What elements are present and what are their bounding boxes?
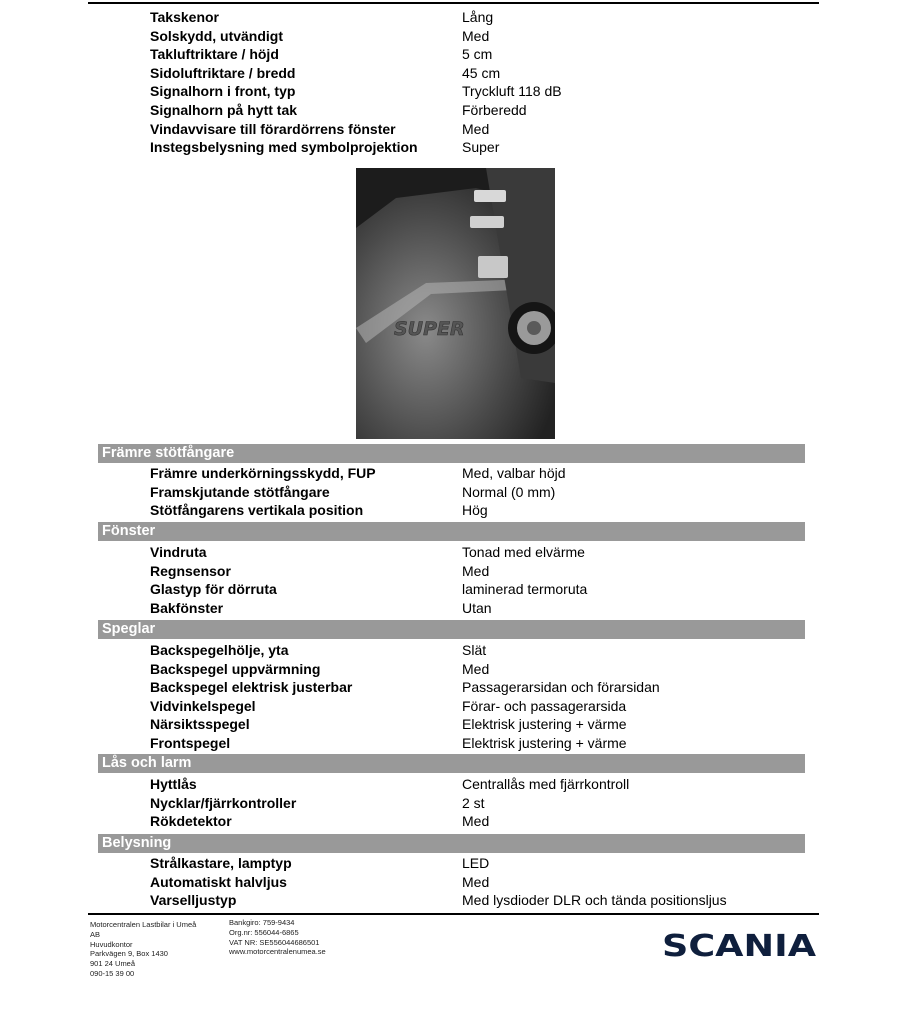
spec-label: Stötfångarens vertikala position: [150, 502, 364, 519]
footer-billing-info: [229, 918, 326, 957]
spec-row: [0, 64, 906, 83]
footer-line: Bankgiro: 759-9434: [229, 918, 295, 927]
spec-row: [0, 775, 906, 794]
footer-line: 901 24 Umeå: [90, 959, 136, 969]
group-locks: [0, 775, 906, 831]
spec-row: [0, 120, 906, 139]
spec-value: Förar- och passagerarsida: [462, 697, 627, 714]
spec-value: Tryckluft 118 dB: [462, 83, 562, 100]
group-mirrors: [0, 641, 906, 753]
spec-row: [0, 562, 906, 581]
group-windows: [0, 543, 906, 617]
spec-value: Normal (0 mm): [462, 483, 556, 500]
spec-value: 2 st: [462, 794, 485, 811]
spec-row: [0, 464, 906, 483]
spec-value: Lång: [462, 9, 494, 25]
spec-label: Nycklar/fjärrkontroller: [150, 794, 297, 811]
spec-row: [0, 734, 906, 753]
footer-line: Huvudkontor: [90, 939, 133, 949]
spec-label: Backspegel elektrisk justerbar: [150, 679, 353, 696]
footer-line: Parkvägen 9, Box 1430: [90, 949, 168, 959]
spec-value: Med: [462, 660, 490, 677]
top-rule: [88, 2, 819, 4]
spec-label: Backspegel uppvärmning: [150, 660, 321, 677]
spec-row: [0, 501, 906, 520]
spec-label: Närsiktsspegel: [150, 716, 250, 733]
section-header-windows: Fönster: [98, 522, 805, 541]
spec-label: Vindavvisare till förardörrens fönster: [150, 120, 396, 137]
spec-row: [0, 715, 906, 734]
spec-label: Automatiskt halvljus: [150, 873, 287, 890]
spec-row: [0, 483, 906, 502]
spec-label: Vidvinkelspegel: [150, 697, 256, 714]
spec-value: Hög: [462, 502, 488, 519]
spec-value: 45 cm: [462, 64, 501, 81]
spec-row: [0, 854, 906, 873]
spec-value: Med: [462, 562, 490, 579]
spec-value: laminerad termoruta: [462, 581, 588, 598]
footer-line[interactable]: www.motorcentralenumea.se: [229, 947, 326, 957]
spec-row: [0, 873, 906, 892]
spec-value: Super: [462, 139, 500, 156]
spec-value: Centrallås med fjärrkontroll: [462, 776, 630, 792]
spec-label: Strålkastare, lamptyp: [150, 855, 292, 871]
spec-row: [0, 697, 906, 716]
spec-value: Med: [462, 873, 490, 890]
spec-label: Signalhorn i front, typ: [150, 83, 296, 100]
spec-label: Regnsensor: [150, 562, 231, 579]
spec-label: Vindruta: [150, 544, 207, 560]
spec-label: Främre underkörningsskydd, FUP: [150, 465, 376, 481]
step-light-photo: [356, 168, 555, 439]
spec-row: [0, 660, 906, 679]
spec-label: Bakfönster: [150, 599, 224, 616]
footer-line: AB: [90, 929, 101, 939]
spec-label: Framskjutande stötfångare: [150, 483, 330, 500]
spec-row: [0, 678, 906, 697]
spec-value: Med, valbar höjd: [462, 465, 566, 481]
spec-row: [0, 101, 906, 120]
spec-row: [0, 27, 906, 46]
spec-label: Backspegelhölje, yta: [150, 642, 289, 658]
spec-value: Elektrisk justering + värme: [462, 716, 627, 733]
footer-line: 090-15 39 00: [90, 968, 135, 978]
step-light-illustration: [356, 168, 555, 439]
spec-row: [0, 891, 906, 910]
spec-row: [0, 138, 906, 157]
spec-label: Glastyp för dörruta: [150, 581, 277, 598]
footer-company-info: [90, 920, 196, 979]
spec-label: Hyttlås: [150, 776, 197, 792]
spec-value: LED: [462, 855, 490, 871]
footer-line: Org.nr: 556044-6865: [229, 927, 299, 937]
spec-row: [0, 641, 906, 660]
spec-label: Instegsbelysning med symbolprojektion: [150, 139, 418, 156]
spec-row: [0, 8, 906, 27]
spec-row: [0, 82, 906, 101]
spec-value: Utan: [462, 599, 492, 616]
spec-value: Förberedd: [462, 101, 527, 118]
scania-logo-text: SCANIA: [662, 929, 817, 962]
spec-value: Elektrisk justering + värme: [462, 734, 627, 751]
spec-label: Takskenor: [150, 9, 219, 25]
spec-value: Med: [462, 120, 490, 137]
section-header-bumper: Främre stötfångare: [98, 444, 805, 463]
group-top: [0, 8, 906, 157]
bottom-rule: [88, 913, 819, 915]
spec-row: [0, 794, 906, 813]
spec-row: [0, 599, 906, 618]
spec-value: 5 cm: [462, 46, 493, 63]
spec-row: [0, 580, 906, 599]
spec-value: Passagerarsidan och förarsidan: [462, 679, 660, 696]
spec-row: [0, 543, 906, 562]
section-header-locks: Lås och larm: [98, 754, 805, 773]
spec-label: Signalhorn på hytt tak: [150, 101, 298, 118]
scania-logo: [662, 928, 818, 962]
spec-label: Rökdetektor: [150, 813, 232, 830]
spec-value: Med: [462, 813, 490, 830]
group-bumper: [0, 464, 906, 520]
spec-value: Slät: [462, 642, 487, 658]
section-header-lighting: Belysning: [98, 834, 805, 853]
spec-label: Takluftriktare / höjd: [150, 46, 279, 63]
spec-label: Sidoluftriktare / bredd: [150, 64, 296, 81]
group-lighting: [0, 854, 906, 910]
spec-row: [0, 812, 906, 831]
projected-logo-text: SUPER: [394, 318, 465, 340]
footer-line: VAT NR: SE556044686501: [229, 937, 320, 947]
section-header-mirrors: Speglar: [98, 620, 805, 639]
spec-label: Frontspegel: [150, 734, 231, 751]
spec-row: [0, 45, 906, 64]
spec-label: Solskydd, utvändigt: [150, 27, 284, 44]
spec-value: Med lysdioder DLR och tända positionsljus: [462, 892, 727, 909]
footer-line: Motorcentralen Lastbilar i Umeå: [90, 920, 197, 929]
spec-value: Med: [462, 27, 490, 44]
spec-label: Varselljustyp: [150, 892, 237, 909]
spec-value: Tonad med elvärme: [462, 544, 585, 560]
